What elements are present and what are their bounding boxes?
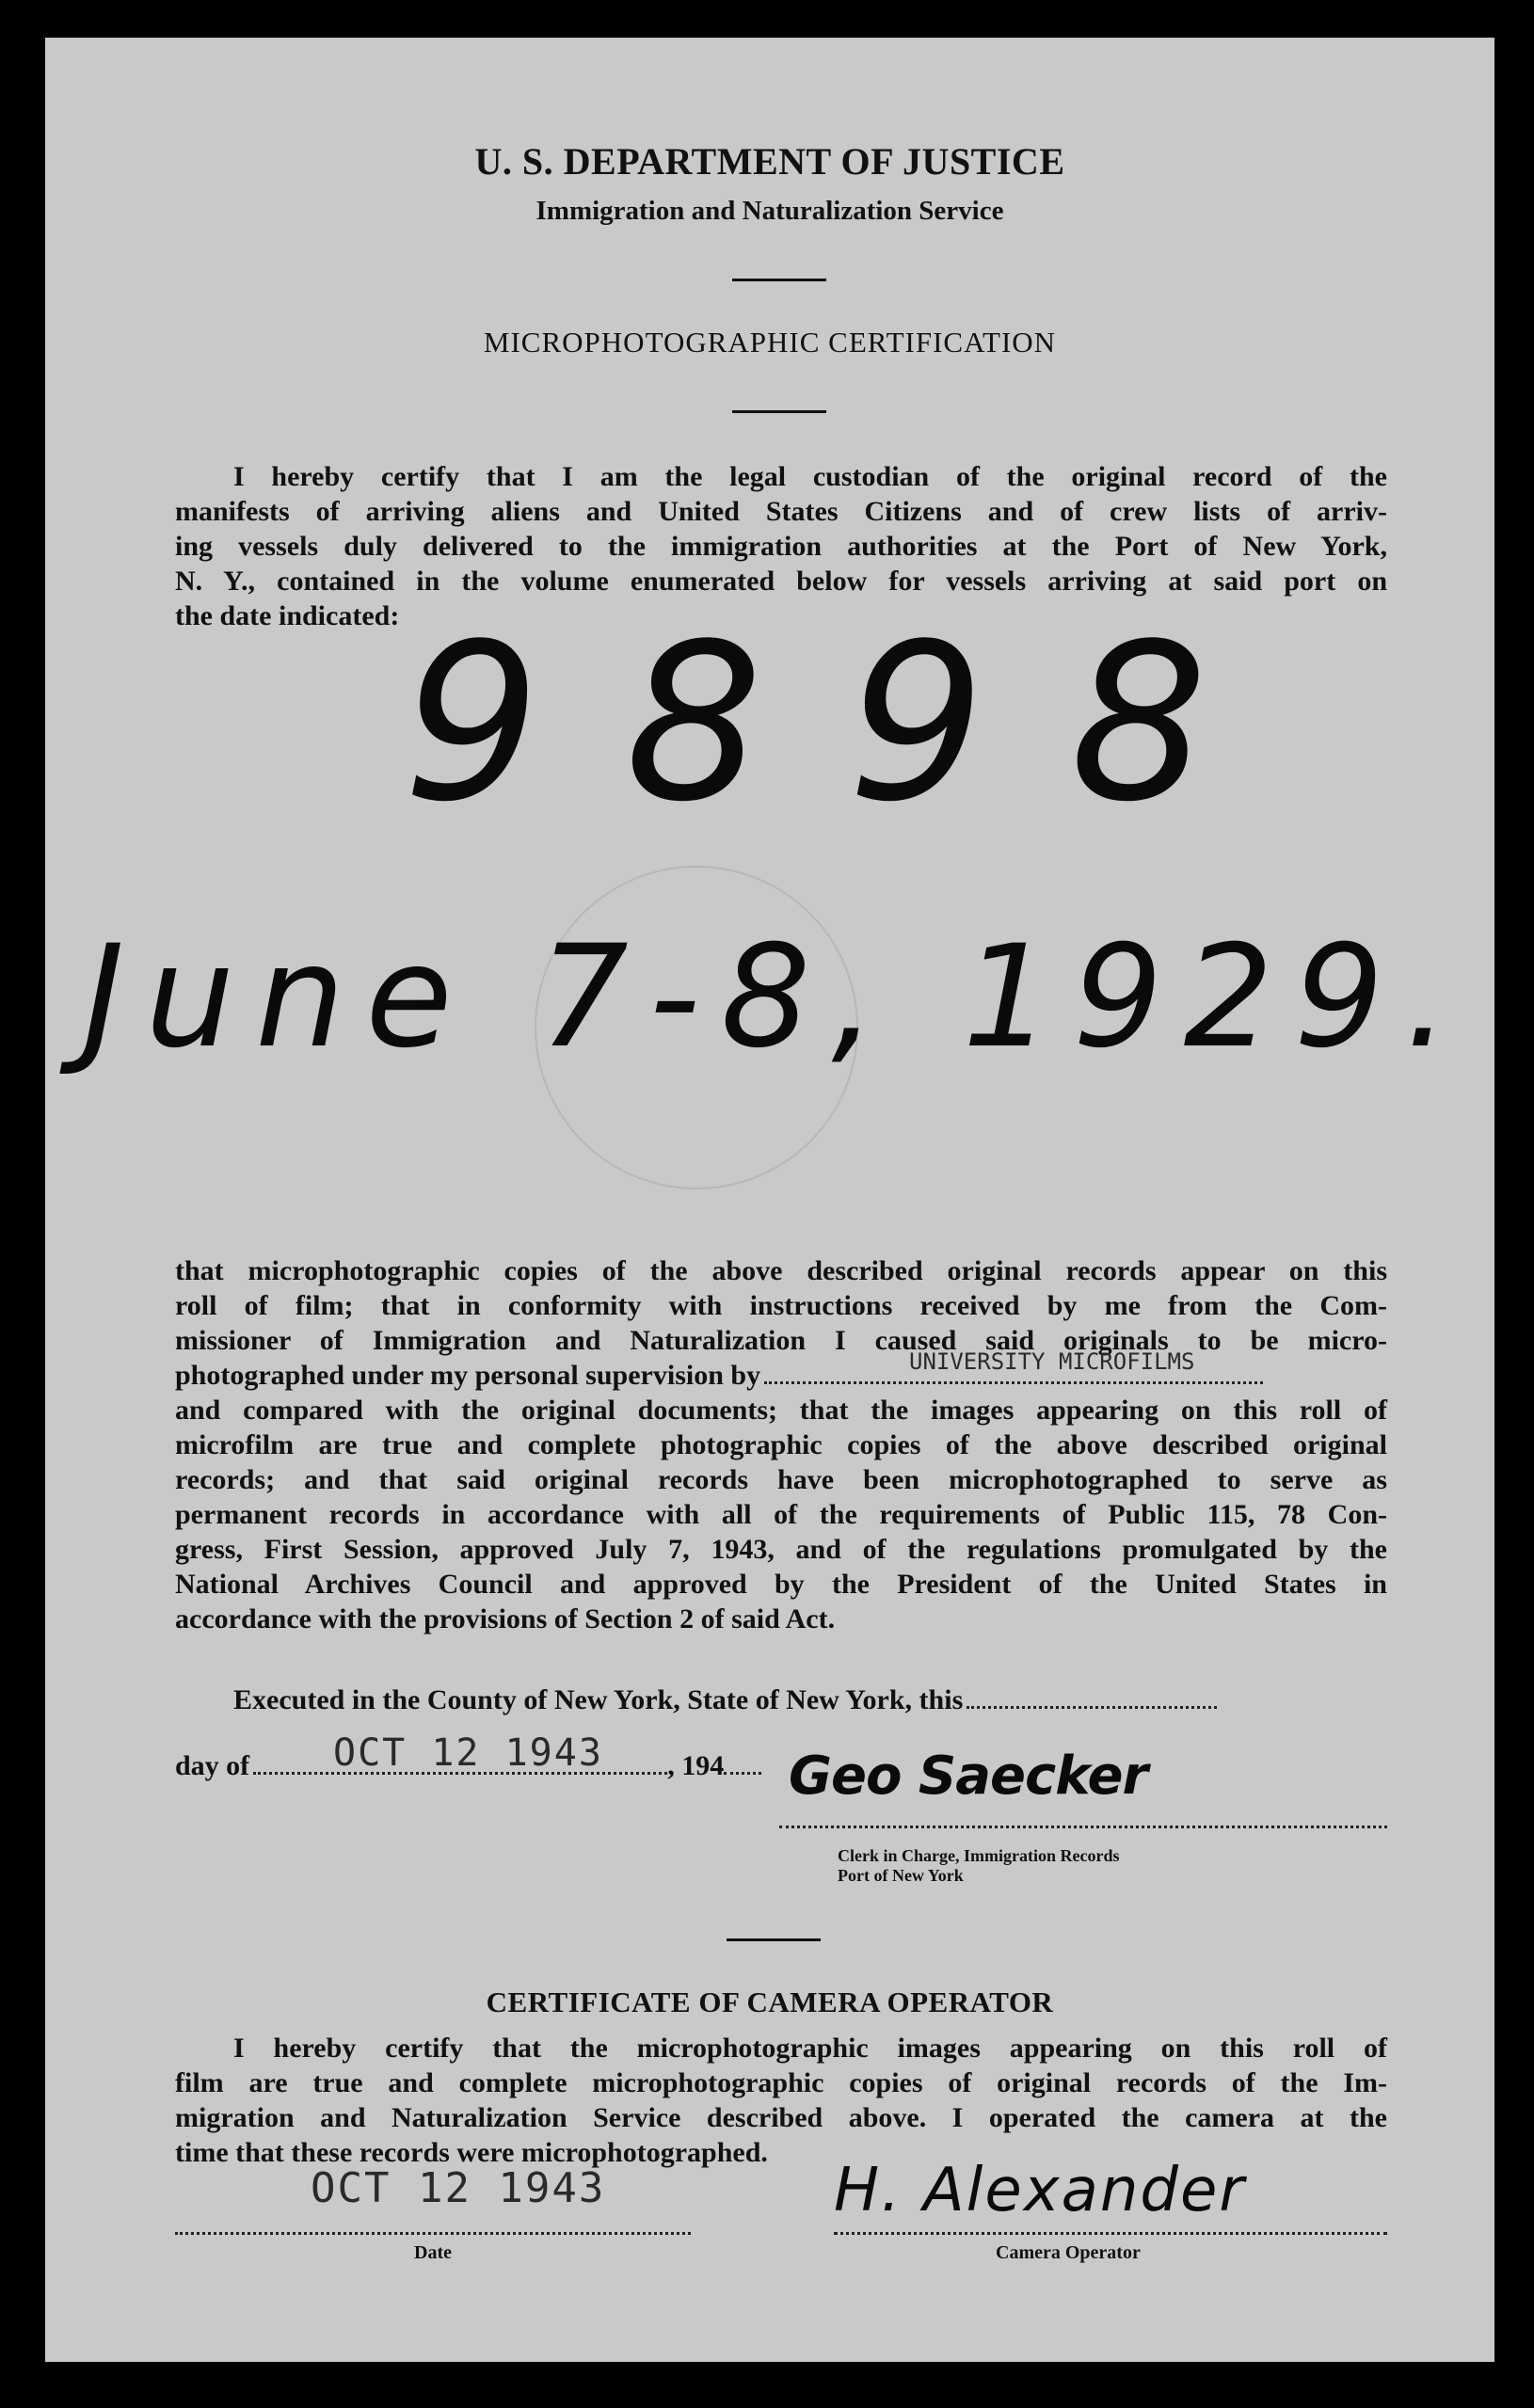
intro-line: ing vessels duly delivered to the immigration authorities at the Port of New York, <box>175 531 1387 562</box>
body-line: missioner of Immigration and Naturalization I caused said originals to be micro- <box>175 1325 1387 1356</box>
year-prefix: , 194 <box>667 1750 725 1781</box>
handwritten-volume-number: 9898 <box>403 598 1293 850</box>
execution-date-stamp: OCT 12 1943 <box>333 1731 603 1775</box>
camera-line: film are true and complete microphotographic copies of original records of the Im- <box>175 2067 1387 2098</box>
certification-title: MICROPHOTOGRAPHIC CERTIFICATION <box>483 326 1057 359</box>
divider-rule <box>727 1938 821 1941</box>
camera-line: time that these records were microphotographed. <box>175 2137 768 2168</box>
handwritten-date: June 7-8, 1929. <box>83 916 1471 1079</box>
clerk-title-line: Port of New York <box>838 1866 964 1885</box>
camera-date-stamp: OCT 12 1943 <box>311 2164 606 2212</box>
body-line: roll of film; that in conformity with instructions received by me from the Com- <box>175 1290 1387 1321</box>
executed-blank <box>967 1689 1217 1709</box>
body-line: gress, First Session, approved July 7, 1943, and of the regulations promulgated by the <box>175 1534 1387 1565</box>
camera-operator-title: CERTIFICATE OF CAMERA OPERATOR <box>486 1985 1054 2018</box>
certificate-page <box>45 38 1494 2362</box>
intro-line: manifests of arriving aliens and United States Citizens and of crew lists of arriv- <box>175 496 1387 527</box>
intro-line: N. Y., contained in the volume enumerated below for vessels arriving at said port on <box>175 566 1387 597</box>
divider-rule <box>732 410 826 413</box>
operator-label: Camera Operator <box>996 2242 1141 2263</box>
intro-line: I hereby certify that I am the legal custodian of the original record of the <box>233 461 1387 492</box>
body-line: accordance with the provisions of Section 2 of said Act. <box>175 1603 836 1635</box>
executed-line <box>233 1682 1387 1717</box>
clerk-title-line: Clerk in Charge, Immigration Records <box>838 1846 1120 1865</box>
date-label: Date <box>414 2242 452 2263</box>
body-line: that microphotographic copies of the above described original records appear on this <box>175 1255 1387 1286</box>
body-line <box>175 1348 1387 1393</box>
divider-rule <box>732 279 826 281</box>
body-line: records; and that said original records have been microphotographed to serve as <box>175 1464 1387 1495</box>
microfilm-company-stamp: UNIVERSITY MICROFILMS <box>909 1348 1195 1375</box>
date-line <box>175 2232 691 2235</box>
service-heading: Immigration and Naturalization Service <box>535 196 1004 226</box>
camera-line: migration and Naturalization Service described above. I operated the camera at the <box>175 2102 1387 2133</box>
camera-line: I hereby certify that the microphotographic images appearing on this roll of <box>233 2033 1387 2064</box>
department-heading: U. S. DEPARTMENT OF JUSTICE <box>474 140 1065 183</box>
body-line: microfilm are true and complete photographic copies of the above described original <box>175 1429 1387 1460</box>
clerk-signature-line <box>779 1826 1387 1828</box>
clerk-title <box>838 1846 1119 1886</box>
body-line: National Archives Council and approved by the President of the United States in <box>175 1569 1387 1600</box>
camera-paragraph <box>175 2031 1387 2170</box>
clerk-signature: Geo Saecker <box>789 1746 1148 1807</box>
operator-signature-line <box>834 2232 1387 2235</box>
body-paragraph <box>175 1253 1387 1636</box>
year-blank <box>724 1755 761 1775</box>
intro-line: the date indicated: <box>175 600 400 631</box>
body-line-text: photographed under my personal supervision by <box>175 1360 761 1391</box>
executed-text: Executed in the County of New York, State of New York, this <box>233 1684 964 1715</box>
day-of-label: day of <box>175 1750 250 1781</box>
body-line: and compared with the original documents; that the images appearing on this roll of <box>175 1395 1387 1426</box>
operator-signature: H. Alexander <box>834 2156 1246 2225</box>
body-line: permanent records in accordance with all of the requirements of Public 115, 78 Con- <box>175 1499 1387 1530</box>
